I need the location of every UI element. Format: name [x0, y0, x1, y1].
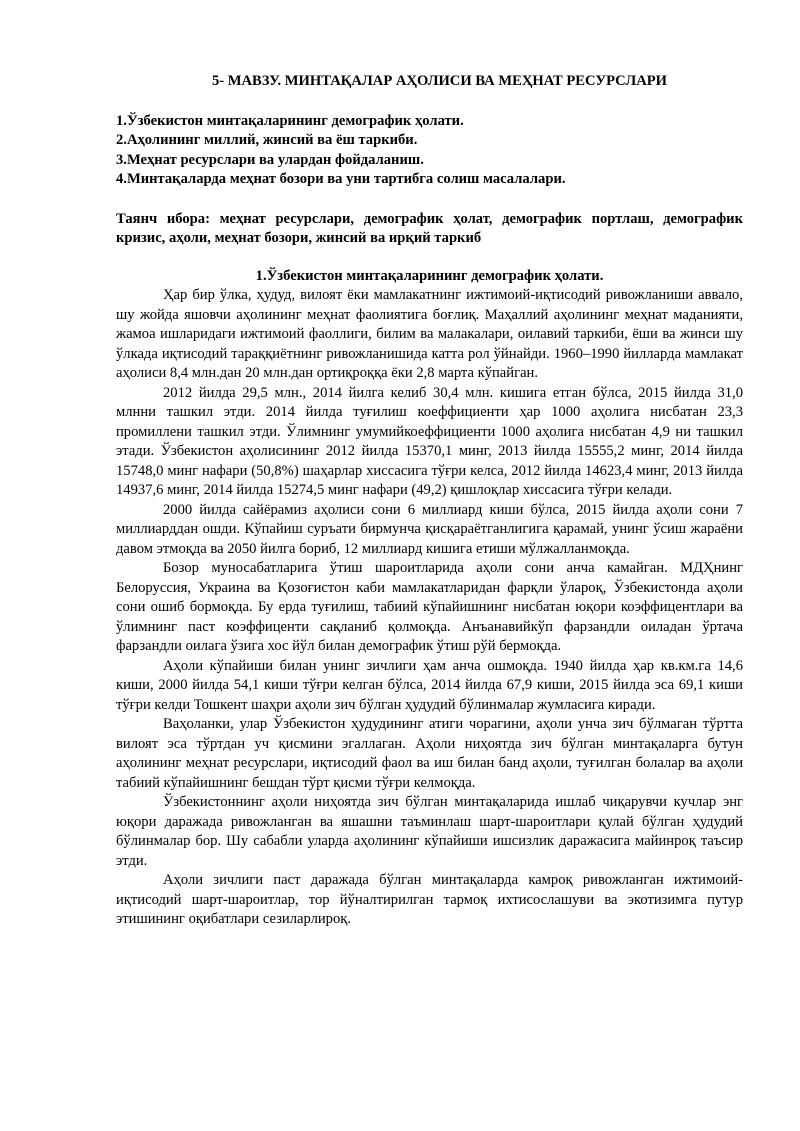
body-paragraph: 2000 йилда сайёрамиз аҳолиси сони 6 миллиард киши бўлса, 2015 йилда аҳоли сони 7 миллиарддан ошди. Кўпайиш суръати бирмунча қисқараётганлигига қарамай, унинг ўсиш жараёни давом этмоқда ва 2050 йилга бориб, 12 миллиард кишига етиши мўлжалланмоқда. [116, 501, 743, 557]
document-page [116, 72, 743, 930]
keywords-paragraph [116, 210, 743, 249]
body-paragraph: 2012 йилда 29,5 млн., 2014 йилга келиб 30,4 млн. кишига етган бўлса, 2015 йилда 31,0 млнни ташкил этди. 2014 йилда туғилиш коеффициенти ҳар 1000 аҳолига нисбатан 23,3 промиллени ташкил этди. Ўлимнинг умумийкоеффициенти 1000 аҳолига нисбатан 4,9 ни ташкил этади. Ўзбекистон аҳолисининг 2012 йилда 15370,1 минг, 2013 йилда 15555,2 минг, 2014 йилда 15748,0 минг нафари (50,8%) шаҳарлар хиссасига тўғри келса, 2012 йилда 14623,4 минг, 2013 йилда 14937,6 минг, 2014 йилда 15274,5 минг нафари (49,2) қишлоқлар хиссасига тўғри келади. [116, 384, 743, 498]
page-title: 5- МАВЗУ. МИНТАҚАЛАР АҲОЛИСИ ВА МЕҲНАТ РЕСУРСЛАРИ [211, 73, 668, 89]
plan-item: 4.Минтақаларда меҳнат бозори ва уни тартибга солиш масалалари. [116, 171, 566, 187]
section-heading: 1.Ўзбекистон минтақаларининг демографик ҳолати. [255, 267, 604, 284]
body-paragraph: Ҳар бир ўлка, ҳудуд, вилоят ёки мамлакатнинг ижтимоий-иқтисодий ривожланиши аввало, шу жойда яшовчи аҳолининг меҳнат фаолиятига боғлиқ. Маҳаллий аҳолининг меҳнат маданияти, жамоа ишларидаги ижтимоий фаоллиги, билим ва малакалари, оилавий таркиби, ёши ва жинси шу ўлкада иқтисодий тараққиётнинг ривожланишида катта рол ўйнайди. 1960–1990 йилларда мамлакат аҳолиси 8,4 млн.дан 20 млн.дан ортиқроққа ёки 2,8 марта кўпайган. [116, 287, 743, 381]
plan-item: 1.Ўзбекистон минтақаларининг демографик ҳолати. [116, 112, 464, 129]
plan-item: 3.Меҳнат ресурслари ва улардан фойдаланиш. [116, 151, 424, 168]
body-paragraph: Аҳоли зичлиги паст даражада бўлган минтақаларда камроқ ривожланган ижтимоий-иқтисодий шарт-шароитлар, тор йўналтирилган тармоқ ихтисослашуви ва экотизимга путур этишининг оқибатлари сезиларлироқ. [116, 872, 743, 927]
body-paragraph: Аҳоли кўпайиши билан унинг зичлиги ҳам анча ошмоқда. 1940 йилда ҳар кв.км.га 14,6 киши, 2000 йилда 54,1 киши тўғри келган бўлса, 2014 йилда 67,9 киши, 2015 йилда эса 69,1 киши тўғри келди Тошкент шаҳри аҳоли зич бўлган ҳудудий бўлинмалар жумласига киради. [116, 657, 743, 713]
body-paragraph: Бозор муносабатларига ўтиш шароитларида аҳоли сони анча камайган. МДҲнинг Белоруссия, Украина ва Қозоғистон каби мамлакатларидан фарқли ўлароқ, Ўзбекистонда аҳоли сони ошиб бормоқда. Бу ерда туғилиш, табиий кўпайишнинг нисбатан юқори коэффицентлари ва ўлимнинг паст коэффиценти сақланиб қолмоқда. Анъанавийкўп фарзандли оиладан ўртача фарзандли оилага ўзига хос йўл билан демографик ўтиш рўй бермоқда. [116, 560, 743, 654]
keywords-label: Таянч ибора: [116, 210, 210, 227]
body-paragraph: Ваҳоланки, улар Ўзбекистон ҳудудининг атиги чорагини, аҳоли унча зич бўлмаган тўртта вилоят эса тўртдан уч қисмини эгаллаган. Аҳоли ниҳоятда зич бўлган минтақаларга бутун аҳолининг меҳнат ресурслари, иқтисодий фаол ва иш билан банд аҳоли, туғилган болалар ва аҳоли табиий кўпайишнинг бешдан тўрт қисми тўғри келмоқда. [116, 716, 743, 791]
keywords-text: меҳнат ресурслари, демографик ҳолат, демографик портлаш, демографик кризис, аҳоли, меҳнат бозори, жинсий ва ирқий таркиб [116, 210, 743, 246]
body-paragraph: Ўзбекистоннинг аҳоли ниҳоятда зич бўлган минтақаларида ишлаб чиқарувчи кучлар энг юқори даражада ривожланган ва яшашни таъминлаш шарт-шароитлари қулай бўлган ҳудудий бўлинмалар бор. Шу сабабли уларда аҳолининг кўпайиши ишсизлик даражасига майинроқ таъсир этди. [116, 794, 743, 869]
topic-plan-list [116, 112, 743, 190]
plan-item: 2.Аҳолининг миллий, жинсий ва ёш таркиби. [116, 132, 418, 148]
